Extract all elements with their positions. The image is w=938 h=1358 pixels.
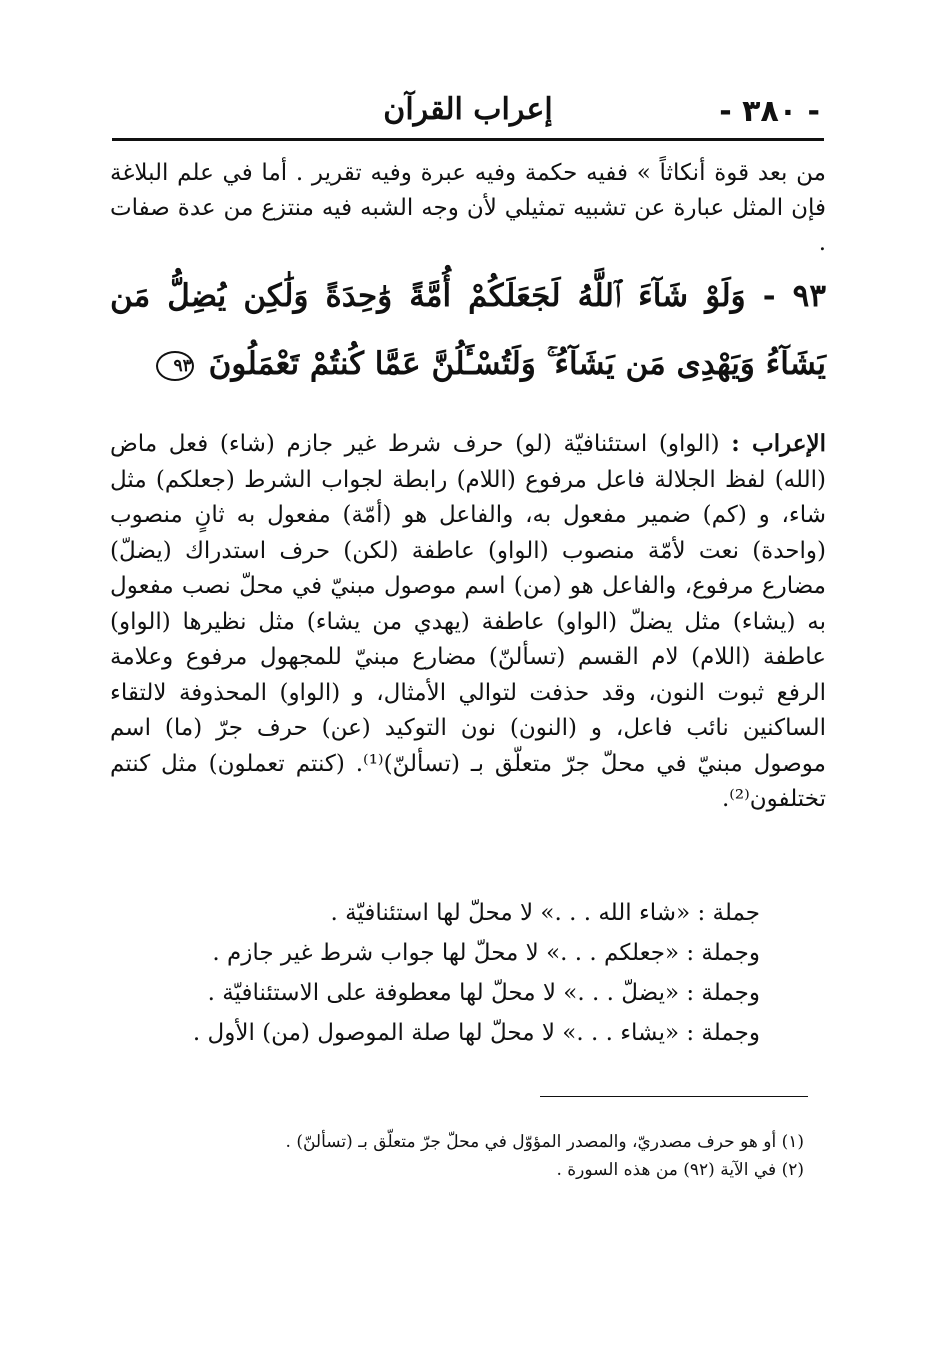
footnotes — [200, 1128, 804, 1184]
irab-paragraph — [110, 426, 826, 818]
sentence-analysis-item: وجملة : «يضلّ . . .» لا محلّ لها معطوفة على الاستئنافيّة . — [207, 980, 760, 1006]
intro-paragraph: من بعد قوة أنكاثاً » ففيه حكمة وفيه عبرة وفيه تقرير . أما في علم البلاغة فإن المثل عبارة عن تشبيه تمثيلي لأن وجه الشبه فيه منتزع من عدة صفات . — [110, 160, 826, 256]
footnote-1: (١) أو هو حرف مصدريّ، والمصدر المؤوّل في محلّ جرّ متعلّق بـ (تسألنّ) . — [285, 1132, 804, 1152]
header-rule — [112, 138, 824, 141]
sentence-analysis-item: وجملة : «يشاء . . .» لا محلّ لها صلة الموصول (من) الأول . — [192, 1020, 760, 1046]
page-header — [112, 88, 824, 138]
verse-end-marker: ٩٣ — [156, 351, 194, 381]
sentence-analysis-item: وجملة : «جعلكم . . .» لا محلّ لها جواب شرط غير جازم . — [212, 940, 760, 966]
verse-number: ٩٣ - — [762, 278, 826, 314]
irab-text: (الواو) استئنافيّة (لو) حرف شرط غير جازم (شاء) فعل ماض (الله) لفظ الجلالة فاعل مرفوع (اللام) رابطة لجواب الشرط (جعلكم) مثل شاء، و (كم) ضمير مفعول به، والفاعل هو (أمّة) مفعول به ثانٍ منصوب (واحدة) نعت لأمّة منصوب (الواو) عاطفة (لكن) حرف استدراك (يضلّ) مضارع مرفوع، والفاعل هو (من) اسم موصول مبنيّ في محلّ نصب مفعول به (يشاء) مثل يضلّ (الواو) عاطفة (يهدي من يشاء) مثل نظيرها (الواو) عاطفة (اللام) لام القسم (تسألنّ) مضارع مبنيّ للمجهول مرفوع وعلامة الرفع ثبوت النون، وقد حذفت لتوالي الأمثال، و (الواو) المحذوفة لالتقاء الساكنين نائب فاعل، و (النون) نون التوكيد (عن) حرف جرّ (ما) اسم موصول مبنيّ في محلّ جرّ متعلّق بـ (تسألنّ)⁽¹⁾. (كنتم تعملون) مثل كنتم تختلفون⁽²⁾. — [110, 431, 826, 812]
book-title: إعراب القرآن — [383, 92, 553, 127]
sentence-analysis-item: جملة : «شاء الله . . .» لا محلّ لها استئنافيّة . — [330, 900, 760, 926]
footnote-rule — [540, 1096, 808, 1097]
footnote-2: (٢) في الآية (٩٢) من هذه السورة . — [556, 1160, 804, 1180]
verse-text: وَلَوْ شَآءَ ٱللَّهُ لَجَعَلَكُمْ أُمَّةً وَٰحِدَةً وَلَٰكِن يُضِلُّ مَن يَشَآءُ وَيَهْدِى مَن يَشَآءُ ۚ وَلَتُسْـَٔلُنَّ عَمَّا كُنتُمْ تَعْمَلُونَ — [110, 278, 826, 382]
page-number: - ٣٨٠ - — [719, 94, 820, 129]
sentence-analysis-list — [192, 893, 760, 1053]
quran-verse — [110, 262, 826, 398]
irab-label: الإعراب : — [731, 430, 827, 457]
